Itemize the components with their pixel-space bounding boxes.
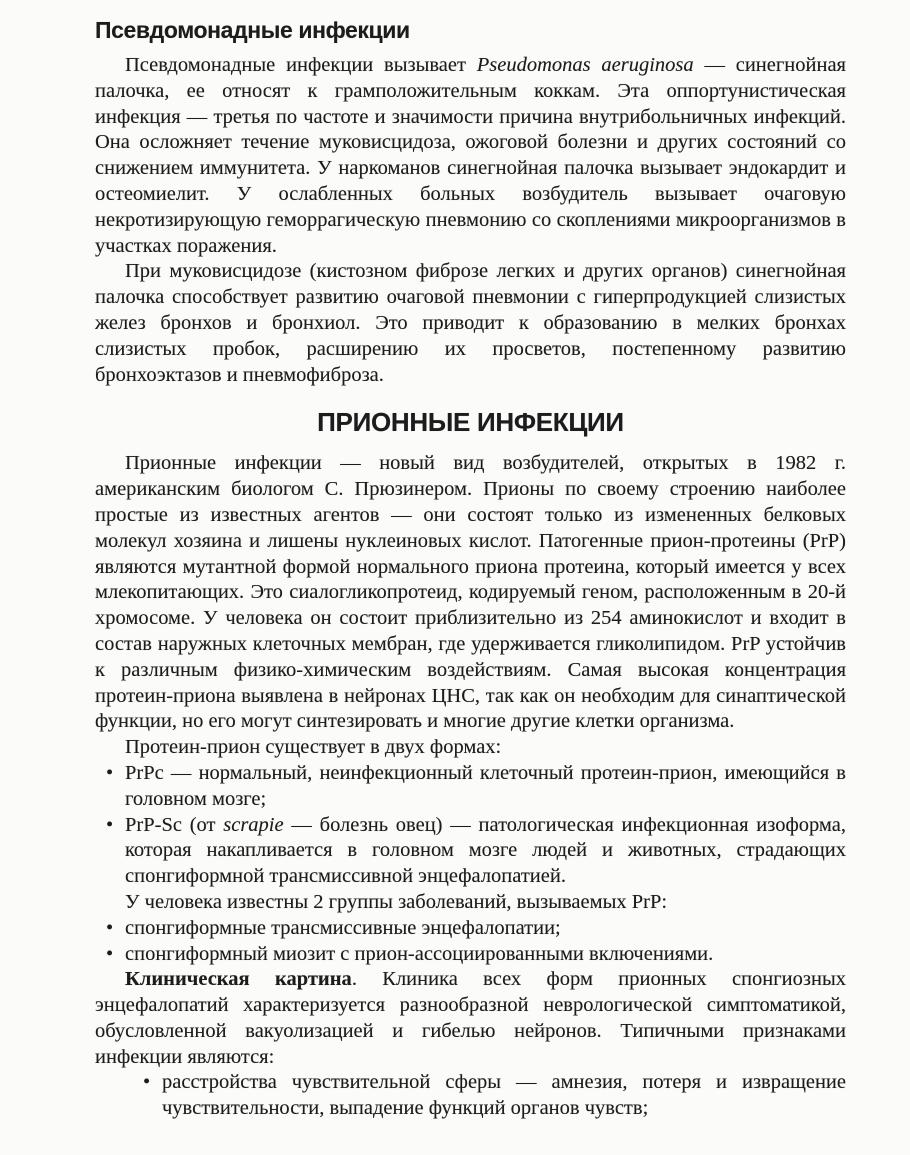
list-item [95,916,846,942]
list-item-text: спонгиформные трансмиссивные энцефалопатии; [125,916,561,939]
list-item-text: расстройства чувствительной сферы — амнезия, потеря и извращение чувствительности, выпадение функций органов чувств; [162,1071,846,1120]
list-item-text: PrP-Sc (от [125,813,224,836]
list-item [95,813,846,890]
list-item-text: спонгиформный миозит с прион-ассоциированными включениями. [125,942,714,965]
bullet-marker: • [106,813,114,836]
list-item [95,942,846,968]
latin-term: scrapie [223,813,284,836]
prion-forms-list [95,761,846,890]
list-item [95,761,846,813]
latin-species-name: Pseudomonas aeruginosa [476,54,694,76]
paragraph-text: . Клиника всех форм прионных спонгиозных энцефалопатий характеризуется разнообразной неврологической симптоматикой, обусловленной вакуолизацией и гибелью нейронов. Типичными признаками инфекции являются: [95,968,846,1068]
section-heading-prions: ПРИОННЫЕ ИНФЕКЦИИ [317,407,624,438]
bullet-marker: • [106,761,114,784]
paragraph-text: Псевдомонадные инфекции вызывает [125,54,477,76]
bullet-marker: • [106,942,114,965]
section-heading-pseudomonas: Псевдомонадные инфекции [95,17,410,43]
paragraph-pseudomonas-1 [95,53,846,259]
disease-groups-list [95,916,846,968]
paragraph-clinical-picture [95,967,846,1070]
clinical-picture-lead: Клиническая картина [125,968,352,991]
infection-signs-list [95,1070,846,1122]
paragraph-prions-1: Прионные инфекции — новый вид возбудителей, открытых в 1982 г. американским биологом С. Прюзинером. Прионы по своему строению наиболее простые из известных агентов — они состоят только из измененных белковых молекул хозяина и лишены нуклеиновых кислот. Патогенные прион-протеины (PrP) являются мутантной формой нормального приона протеина, который имеется у всех млекопитающих. Это сиалогликопротеид, кодируемый геном, расположенным в 20-й хромосоме. У человека он состоит приблизительно из 254 аминокислот и входит в состав наружных клеточных мембран, где удерживается гликолипидом. PrP устойчив к различным физико-химическим воздействиям. Самая высокая концентрация протеин-приона выявлена в нейронах ЦНС, так как он необходим для синаптической функции, но его могут синтезировать и многие другие клетки организма. [95,452,846,733]
bullet-marker: • [143,1071,151,1094]
paragraph-text: — синегнойная палочка, ее относят к грамположительным коккам. Эта оппортунистическая инфекция — третья по частоте и значимости причина внутрибольничных инфекций. Она осложняет течение муковисцидоза, ожоговой болезни и других состояний со снижением иммунитета. У наркоманов синегнойная палочка вызывает эндокардит и остеомиелит. У ослабленных больных возбудитель вызывает очаговую некротизирующую геморрагическую пневмонию со скоплениями микроорганизмов в участках поражения. [95,54,846,257]
page-body [95,53,846,1122]
list-item [132,1070,846,1122]
paragraph-pseudomonas-2: При муковисцидозе (кистозном фиброзе легких и других органов) синегнойная палочка способствует развитию очаговой пневмонии с гиперпродукцией слизистых желез бронхов и бронхиол. Это приводит к образованию в мелких бронхах слизистых пробок, расширению их просветов, постепенному развитию бронхоэктазов и пневмофиброза. [95,260,846,386]
bullet-marker: • [106,916,114,939]
list-item-text: PrPc — нормальный, неинфекционный клеточный протеин-прион, имеющийся в головном мозге; [125,761,846,810]
groups-intro-line: У человека известны 2 группы заболеваний, вызываемых PrP: [125,890,668,913]
list-item-text: — болезнь овец) — патологическая инфекционная изоформа, которая накапливается в головном мозге людей и животных, страдающих спонгиформной трансмиссивной энцефалопатией. [125,813,846,888]
forms-intro-line: Протеин-прион существует в двух формах: [125,736,502,759]
